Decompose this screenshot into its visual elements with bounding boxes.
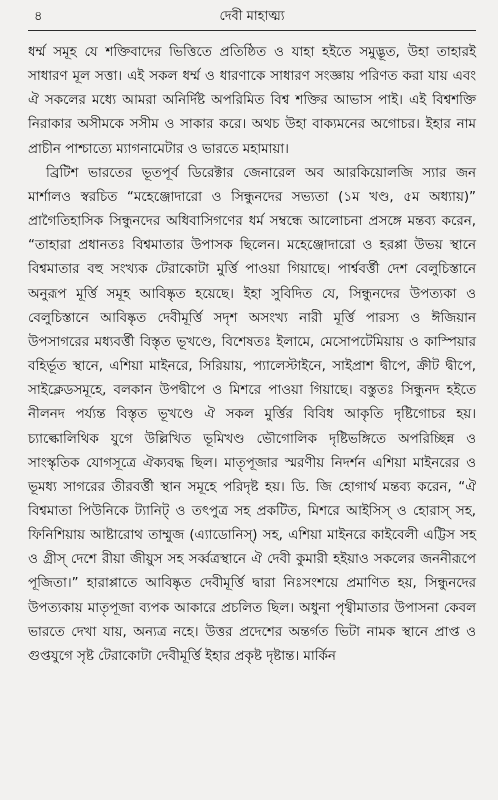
paragraph-1: ধর্ম্ম সমূহ যে শক্তিবাদের ভিত্তিতে প্রতিষ্ঠিত ও যাহা হইতে সমুদ্ভূত, উহা তাহারই সাধারণ মূল সত্তা। এই সকল ধর্ম্ম ও ধারণাকে সাধারণ সংজ্ঞায় পরিণত করা যায় এবং ঐ সকলের মধ্যে আমরা অনির্দিষ্ট অপরিমিত বিশ্ব শক্তির আভাস পাই। এই বিশ্বশক্তি নিরাকার অসীমকে সসীম ও সাকার করে। অথচ উহা বাক্যমনের অগোচর। ইহার নাম প্রাচীন পাশ্চাত্যে ম্যাগনামেটার ও ভারতে মহামায়া। (28, 45, 476, 157)
page-header (28, 6, 476, 28)
paragraph-2: ব্রিটিশ ভারতের ভূতপূর্ব ডিরেক্টার জেনারেল অব আরকিয়োলজি স্যার জন মার্শালও স্বরচিত “মহেঞ্জোদারো ও সিন্ধুনদের সভ্যতা (১ম খণ্ড, ৫ম অধ্যায়)” প্রাগৈতিহাসিক সিন্ধুনদের অধিবাসিগণের ধর্ম সম্বন্ধে আলোচনা প্রসঙ্গে মন্তব্য করেন, “তাহারা প্রধানতঃ বিশ্বমাতার উপাসক ছিলেন। মহেঞ্জোদারো ও হরপ্পা উভয় স্থানে বিশ্বমাতার বহু সংখ্যক টেরাকোটা মুর্ত্তি পাওয়া গিয়াছে। পার্শ্ববর্ত্তী দেশ বেলুচিস্তানে অনুরূপ মূর্ত্তি সমূহ আবিষ্কৃত হয়েছে। ইহা সুবিদিত যে, সিন্ধুনদের উপত্যকা ও বেলুচিস্তানে আবিষ্কৃত দেবীমূর্ত্তি সদৃশ অসংখ্য নারী মূর্ত্তি পারস্য ও ঈজিয়ান উপসাগরের মধ্যবর্ত্তী বিস্তৃত ভূখণ্ডে, বিশেষতঃ ইলামে, মেসোপটেমিয়ায় ও কাস্পিয়ার বহির্ভূত স্থানে, এশিয়া মাইনরে, সিরিয়ায়, প্যালেস্টাইনে, সাইপ্রাশ দ্বীপে, ক্রীট দ্বীপে, সাইক্লেডসমূহে, বলকান উপদ্বীপে ও মিশরে পাওয়া গিয়াছে। বস্তুতঃ সিন্ধুনদ হইতে নীলনদ পর্য্যন্ত বিস্তৃত ভূখণ্ডে ঐ সকল মুর্ত্তির বিবিধ আকৃতি দৃষ্টিগোচর হয়। চ্যাল্কোলিথিক যুগে উল্লিখিত ভূমিখণ্ড ভৌগোলিক দৃষ্টিভঙ্গিতে অপরিচ্ছিন্ন ও সাংস্কৃতিক যোগসূত্রে ঐক্যবদ্ধ ছিল। মাতৃপূজার স্মরণীয় নিদর্শন এশিয়া মাইনরের ও ভূমধ্য সাগরের তীরবর্ত্তী স্থান সমূহে পরিদৃষ্ট হয়। ডি. জি হোগার্থ মন্তব্য করেন, “ঐ বিশ্বমাতা পিউনিকে ট্যানিট্ ও তৎপুত্র সহ প্রকটিত, মিশরে আইসিস্ ও হোরাস্ সহ, ফিনিশিয়ায় আষ্টারোথ তাম্মুজ (এ্যাডোনিস্) সহ, এশিয়া মাইনরে কাইবেলী এট্টিস সহ ও গ্রীস্ দেশে রীয়া জীয়ুস সহ সর্ব্বত্রস্থানে ঐ দেবী কুমারী হইয়াও সকলের জননীরূপে পূজিতা।” হারাপ্পাতে আবিষ্কৃত দেবীমূর্ত্তি দ্বারা নিঃসংশয়ে প্রমাণিত হয়, সিন্ধুনদের উপত্যকায় মাতৃপূজা ব্যপক আকারে প্রচলিত ছিল। অধুনা পৃথ্বীমাতার উপাসনা কেবল ভারতে দেখা যায়, অন্যত্র নহে। উত্তর প্রদেশের অন্তর্গত ভিটা নামক স্থানে প্রাপ্ত ও গুপ্তযুগে সৃষ্ট টেরাকোটা দেবীমূর্ত্তি ইহার প্রকৃষ্ট দৃষ্টান্ত। মার্কিন (28, 165, 476, 664)
header-rule (28, 30, 476, 31)
running-title: দেবী মাহাত্ম্য (219, 9, 285, 24)
page-number: ৪ (34, 9, 43, 24)
body-text (28, 41, 476, 669)
